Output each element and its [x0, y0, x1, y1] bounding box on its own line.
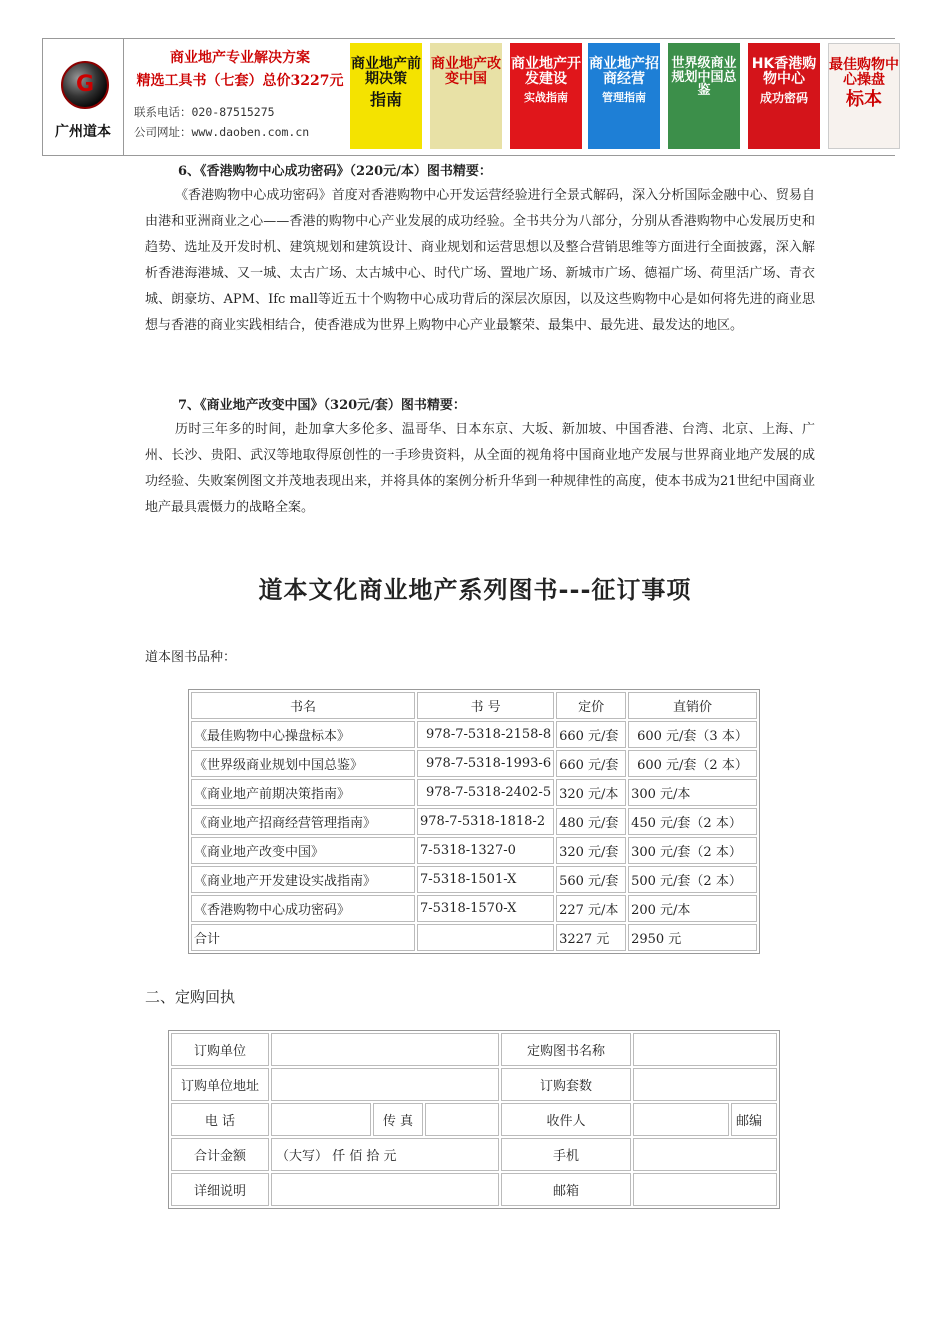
book-cover-title: 商业地产前期决策	[351, 56, 421, 87]
address-field[interactable]	[271, 1068, 499, 1101]
table-row	[191, 837, 757, 864]
fax-label: 传 真	[373, 1103, 423, 1136]
site-label: 公司网址：	[134, 125, 192, 139]
table-row	[191, 721, 757, 748]
book-cover[interactable]	[748, 43, 820, 149]
book-cover-title: 商业地产改变中国	[431, 56, 501, 87]
table-cell: 320 元/本	[556, 779, 626, 806]
order-unit-label: 订购单位	[171, 1033, 269, 1066]
address-label: 订购单位地址	[171, 1068, 269, 1101]
column-header: 书 号	[417, 692, 554, 719]
book-cover-title: 世界级商业规划中国总鉴	[671, 56, 737, 99]
promo-line-1: 商业地产专业解决方案	[170, 50, 310, 66]
table-cell: 《香港购物中心成功密码》	[191, 895, 415, 922]
book-cover-title: HK香港购物中心	[751, 56, 817, 87]
book-cover[interactable]	[510, 43, 582, 149]
book-cover-sub: 成功密码	[759, 91, 808, 106]
table-cell: 600 元/套（3 本）	[628, 721, 757, 748]
table-cell: 300 元/本	[628, 779, 757, 806]
book-cover-title: 商业地产开发建设	[511, 56, 581, 87]
amount-words-field[interactable]: （大写） 仟 佰 拾 元	[271, 1138, 499, 1171]
details-label: 详细说明	[171, 1173, 269, 1206]
table-row	[191, 895, 757, 922]
book-cover-sub: 指南	[369, 90, 402, 110]
table-cell: 660 元/套	[556, 721, 626, 748]
table-cell: 《商业地产开发建设实战指南》	[191, 866, 415, 893]
table-cell: 227 元/本	[556, 895, 626, 922]
table-cell: 7-5318-1327-0	[417, 837, 554, 864]
section-7-title: 7、《商业地产改变中国》（320元/套）图书精要：	[178, 398, 466, 413]
table-cell: 7-5318-1570-X	[417, 895, 554, 922]
sets-field[interactable]	[633, 1068, 777, 1101]
table-cell: 450 元/套（2 本）	[628, 808, 757, 835]
book-cover[interactable]	[350, 43, 422, 149]
table-cell: 600 元/套（2 本）	[628, 750, 757, 777]
phone-number: 020-87515275	[191, 105, 275, 119]
globe-logo-icon: G	[61, 61, 109, 109]
table-cell: 《商业地产前期决策指南》	[191, 779, 415, 806]
phone-label: 电 话	[171, 1103, 269, 1136]
postcode-label: 邮编	[731, 1103, 777, 1136]
order-form-table	[168, 1030, 780, 1209]
table-cell	[417, 924, 554, 951]
catalog-label: 道本图书品种：	[145, 650, 237, 665]
receiver-field[interactable]	[633, 1103, 729, 1136]
site-url[interactable]: www.daoben.com.cn	[191, 125, 310, 139]
book-name-label: 定购图书名称	[501, 1033, 631, 1066]
book-cover[interactable]	[588, 43, 660, 149]
table-cell: 480 元/套	[556, 808, 626, 835]
order-unit-field[interactable]	[271, 1033, 499, 1066]
table-cell: 320 元/套	[556, 837, 626, 864]
table-row	[191, 808, 757, 835]
column-header: 书名	[191, 692, 415, 719]
section-6-title: 6、《香港购物中心成功密码》（220元/本）图书精要：	[178, 164, 492, 179]
table-row	[191, 866, 757, 893]
column-header: 直销价	[628, 692, 757, 719]
table-cell: 660 元/套	[556, 750, 626, 777]
book-cover[interactable]	[668, 43, 740, 149]
page-title: 道本文化商业地产系列图书---征订事项	[258, 576, 692, 604]
table-cell: 500 元/套（2 本）	[628, 866, 757, 893]
table-cell: 《最佳购物中心操盘标本》	[191, 721, 415, 748]
table-cell: 200 元/本	[628, 895, 757, 922]
table-cell: 合计	[191, 924, 415, 951]
logo	[42, 39, 124, 155]
phone-field[interactable]	[271, 1103, 371, 1136]
table-cell: 《商业地产招商经营管理指南》	[191, 808, 415, 835]
mobile-label: 手机	[501, 1138, 631, 1171]
table-cell: 978-7-5318-2158-8	[417, 721, 554, 748]
email-field[interactable]	[633, 1173, 777, 1206]
column-header: 定价	[556, 692, 626, 719]
table-cell: 560 元/套	[556, 866, 626, 893]
receiver-label: 收件人	[501, 1103, 631, 1136]
book-cover-sub: 管理指南	[602, 91, 646, 105]
table-cell: 978-7-5318-1818-2	[417, 808, 554, 835]
section-6-body: 《香港购物中心成功密码》首度对香港购物中心开发运营经验进行全景式解码，深入分析国际金融中心、贸易自由港和亚洲商业之心——香港的购物中心产业发展的成功经验。全书共分为八部分，分别从香港购物中心发展历史和趋势、选址及开发时机、建筑规划和建筑设计、商业规划和运营思想以及整合营销思维等方面进行全面披露，深入解析香港海港城、又一城、太古广场、太古城中心、时代广场、置地广场、新城市广场、德福广场、荷里活广场、青衣城、朗豪坊、APM、Ifc mall等近五十个购物中心成功背后的深层次原因，以及这些购物中心是如何将先进的商业思想与香港的商业实践相结合，使香港成为世界上购物中心产业最繁荣、最集中、最先进、最发达的地区。	[145, 188, 815, 333]
phone-label: 联系电话：	[134, 105, 192, 119]
promo-line-2: 精选工具书（七套）总价3227元	[136, 73, 344, 89]
table-row	[191, 750, 757, 777]
table-row	[171, 1103, 777, 1136]
page-header	[42, 38, 899, 156]
order-section-title: 二、定购回执	[145, 988, 236, 1006]
table-row	[171, 1033, 777, 1066]
table-row	[171, 1068, 777, 1101]
table-cell: 300 元/套（2 本）	[628, 837, 757, 864]
company-name: 广州道本	[55, 124, 111, 140]
mobile-field[interactable]	[633, 1138, 777, 1171]
table-cell: 978-7-5318-2402-5	[417, 779, 554, 806]
book-cover[interactable]	[430, 43, 502, 149]
table-header-row	[191, 692, 757, 719]
section-7-body: 历时三年多的时间，赴加拿大多伦多、温哥华、日本东京、大坂、新加坡、中国香港、台湾、北京、上海、广州、长沙、贵阳、武汉等地取得原创性的一手珍贵资料，从全面的视角将中国商业地产发展与世界商业地产发展的成功经验、失败案例图文并茂地表现出来，并将具体的案例分析升华到一种规律性的高度，使本书成为21世纪中国商业地产最具震慑力的战略全案。	[145, 422, 815, 515]
table-row	[191, 779, 757, 806]
book-cover[interactable]	[828, 43, 900, 149]
sets-label: 订购套数	[501, 1068, 631, 1101]
promo-block	[130, 47, 350, 142]
book-name-field[interactable]	[633, 1033, 777, 1066]
fax-field[interactable]	[425, 1103, 499, 1136]
table-cell: 2950 元	[628, 924, 757, 951]
table-cell: 《世界级商业规划中国总鉴》	[191, 750, 415, 777]
details-field[interactable]	[271, 1173, 499, 1206]
book-cover-sub: 实战指南	[524, 91, 568, 105]
table-cell: 3227 元	[556, 924, 626, 951]
table-cell: 《商业地产改变中国》	[191, 837, 415, 864]
book-cover-title: 商业地产招商经营	[589, 56, 659, 87]
table-row	[171, 1138, 777, 1171]
table-row	[171, 1173, 777, 1206]
catalog-table	[188, 689, 760, 954]
book-cover-sub: 标本	[846, 89, 882, 111]
total-label: 合计金额	[171, 1138, 269, 1171]
table-total-row	[191, 924, 757, 951]
table-cell: 7-5318-1501-X	[417, 866, 554, 893]
table-cell: 978-7-5318-1993-6	[417, 750, 554, 777]
book-cover-title: 最佳购物中心操盘	[829, 57, 899, 88]
email-label: 邮箱	[501, 1173, 631, 1206]
